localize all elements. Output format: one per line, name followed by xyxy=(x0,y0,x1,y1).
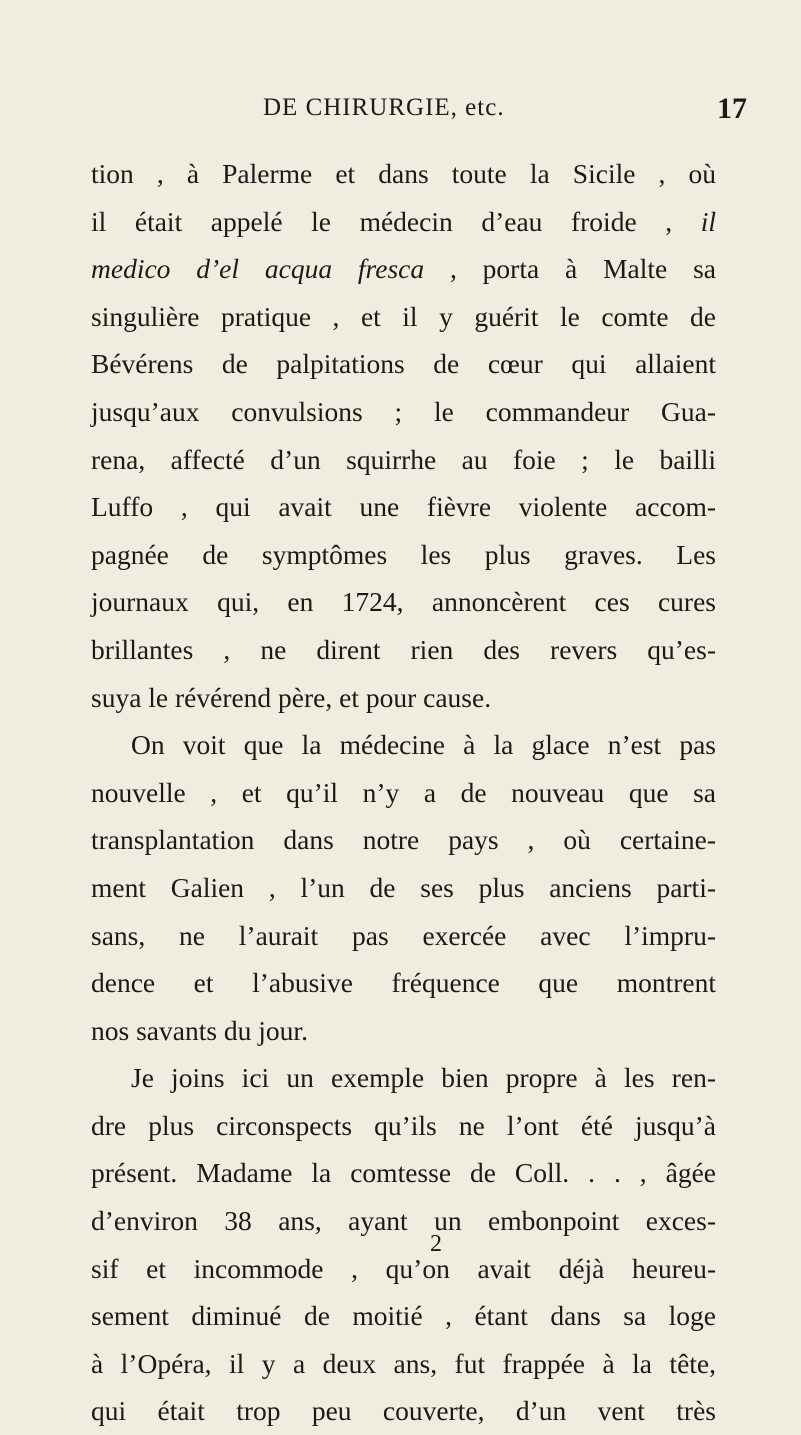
text-line: suya le révérend père, et pour cause. xyxy=(91,681,492,713)
text-line: présent. Madame la comtesse de Coll. . . , âgée xyxy=(91,1157,716,1189)
text-line: sement diminué de moitié , étant dans sa loge xyxy=(91,1300,716,1332)
running-head xyxy=(0,92,801,132)
text-line: journaux qui, en 1724, annoncèrent ces cures xyxy=(91,586,716,618)
italic-text: il xyxy=(700,205,716,237)
text-line xyxy=(91,245,716,293)
text-line: d’environ 38 ans, ayant un embonpoint exces- xyxy=(91,1205,716,1237)
text-line: nouvelle , et qu’il n’y a de nouveau que sa xyxy=(91,776,716,808)
text-line: dre plus circonspects qu’ils ne l’ont été jusqu’à xyxy=(91,1109,716,1141)
page-number: 17 xyxy=(717,92,747,125)
text-line: jusqu’aux convulsions ; le commandeur Gua- xyxy=(91,395,716,427)
text-line: tion , à Palerme et dans toute la Sicile , où xyxy=(91,158,716,189)
text-line: On voit que la médecine à la glace n’est pas xyxy=(131,729,716,761)
text-line: ment Galien , l’un de ses plus anciens parti- xyxy=(91,871,716,903)
text-line: qui était trop peu couverte, d’un vent très xyxy=(91,1395,716,1427)
text-line: nos savants du jour. xyxy=(91,1014,308,1046)
text-line: à l’Opéra, il y a deux ans, fut frappée à la tête, xyxy=(91,1347,716,1379)
text-line: Bévérens de palpitations de cœur qui allaient xyxy=(91,348,716,380)
text-line: transplantation dans notre pays , où certaine- xyxy=(91,824,716,856)
text-line: brillantes , ne dirent rien des revers qu’es- xyxy=(91,633,716,665)
text-line: dence et l’abusive fréquence que montrent xyxy=(91,967,716,999)
text-line xyxy=(91,198,716,246)
text-line: sans, ne l’aurait pas exercée avec l’impru- xyxy=(91,919,716,951)
text-line: Je joins ici un exemple bien propre à les ren- xyxy=(131,1062,716,1094)
text-line: rena, affecté d’un squirrhe au foie ; le bailli xyxy=(91,443,716,475)
text-line: singulière pratique , et il y guérit le comte de xyxy=(91,300,716,332)
text-segment: il était appelé le médecin d’eau froide , xyxy=(91,205,701,237)
text-line: pagnée de symptômes les plus graves. Les xyxy=(91,538,716,570)
text-line: sif et incommode , qu’on avait déjà heureu- xyxy=(91,1252,716,1284)
body-text xyxy=(91,150,716,1435)
italic-text: medico d’el acqua fresca xyxy=(91,253,425,285)
signature-mark: 2 xyxy=(430,1231,442,1257)
text-segment: , porta à Malte sa xyxy=(424,253,716,285)
text-line: Luffo , qui avait une fièvre violente accom- xyxy=(91,491,716,523)
running-title: DE CHIRURGIE, etc. xyxy=(263,94,505,121)
